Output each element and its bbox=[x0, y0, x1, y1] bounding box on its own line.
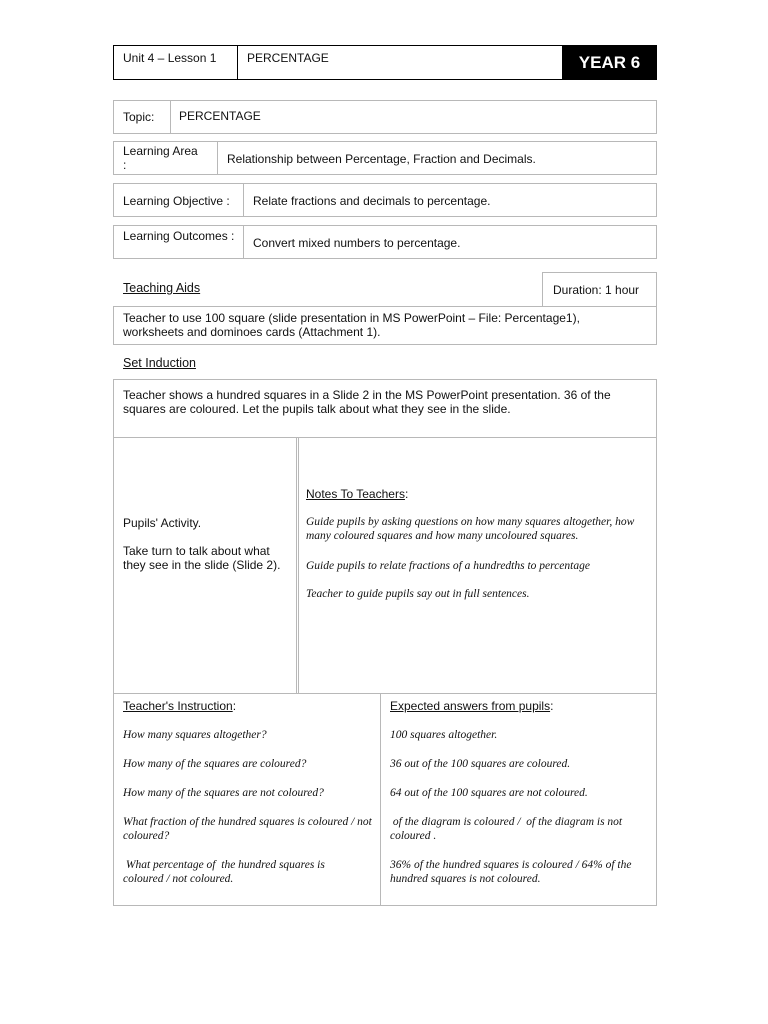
answers-heading: Expected answers from pupils bbox=[390, 699, 551, 713]
answers-heading-line bbox=[390, 699, 553, 713]
notes-heading: Notes To Teachers bbox=[306, 487, 405, 501]
notes-colon: : bbox=[404, 487, 409, 501]
answers-colon: : bbox=[550, 699, 554, 713]
answer-item: of the diagram is coloured / of the diagram is not coloured . bbox=[390, 816, 625, 842]
instruction-item: How many squares altogether? bbox=[123, 729, 267, 741]
set-induction-intro: Teacher shows a hundred squares in a Slide 2 in the MS PowerPoint presentation. 36 of the squares are coloured. Let the pupils talk about what they see in the slide. bbox=[123, 388, 611, 416]
year-label: YEAR 6 bbox=[578, 52, 641, 72]
instruction-item: How many of the squares are coloured? bbox=[123, 758, 307, 770]
answer-item: 100 squares altogether. bbox=[390, 729, 498, 741]
note-item: Guide pupils to relate fractions of a hundredths to percentage bbox=[306, 560, 590, 572]
topic-value: PERCENTAGE bbox=[179, 109, 261, 123]
teaching-aids-heading: Teaching Aids bbox=[123, 281, 201, 295]
instructions-answers-box bbox=[113, 693, 657, 906]
topic-label: Topic: bbox=[123, 110, 155, 124]
learning-area-label: Learning Area : bbox=[123, 144, 198, 172]
learning-objective-row bbox=[113, 183, 657, 217]
pupils-activity-text: Take turn to talk about what they see in the slide (Slide 2). bbox=[123, 544, 281, 572]
header-bar bbox=[113, 45, 657, 80]
note-item: Guide pupils by asking questions on how many squares altogether, how many coloured squares and how many uncoloured squares. bbox=[306, 516, 635, 542]
instructions-heading: Teacher's Instruction bbox=[123, 699, 233, 713]
set-induction-intro-box bbox=[113, 379, 657, 438]
duration-box bbox=[542, 272, 657, 307]
learning-outcomes-label: Learning Outcomes : bbox=[123, 229, 235, 243]
answer-item: 64 out of the 100 squares are not coloured. bbox=[390, 787, 588, 799]
answer-item: 36 out of the 100 squares are coloured. bbox=[390, 758, 571, 770]
instructions-colon: : bbox=[232, 699, 237, 713]
activity-notes-box bbox=[113, 437, 657, 694]
instructions-heading-line bbox=[123, 699, 236, 713]
instruction-item: What fraction of the hundred squares is coloured / not coloured? bbox=[123, 816, 375, 842]
learning-outcomes-row bbox=[113, 225, 657, 259]
note-item: Teacher to guide pupils say out in full sentences. bbox=[306, 588, 530, 600]
learning-objective-value: Relate fractions and decimals to percentage. bbox=[253, 194, 491, 208]
topic-row bbox=[113, 100, 657, 134]
unit-lesson: Unit 4 – Lesson 1 bbox=[123, 51, 217, 65]
learning-outcomes-value: Convert mixed numbers to percentage. bbox=[253, 236, 461, 250]
answer-item: 36% of the hundred squares is coloured / 64% of the hundred squares is not coloured. bbox=[390, 859, 632, 885]
instruction-item: How many of the squares are not coloured? bbox=[123, 787, 324, 799]
teaching-aids-text: Teacher to use 100 square (slide presentation in MS PowerPoint – File: Percentage1), worksheets and dominoes cards (Attachment 1). bbox=[123, 311, 580, 339]
year-badge bbox=[562, 46, 657, 79]
learning-area-row bbox=[113, 141, 657, 175]
learning-objective-label: Learning Objective : bbox=[123, 194, 230, 208]
teaching-aids-box bbox=[113, 306, 657, 345]
set-induction-heading: Set Induction bbox=[123, 356, 196, 370]
header-title: PERCENTAGE bbox=[247, 51, 329, 65]
duration-text: Duration: 1 hour bbox=[553, 283, 640, 297]
notes-heading-line bbox=[306, 487, 408, 501]
instruction-item: What percentage of the hundred squares is coloured / not coloured. bbox=[123, 859, 328, 885]
learning-area-value: Relationship between Percentage, Fraction and Decimals. bbox=[227, 152, 536, 166]
pupils-activity-label: Pupils' Activity. bbox=[123, 516, 202, 530]
